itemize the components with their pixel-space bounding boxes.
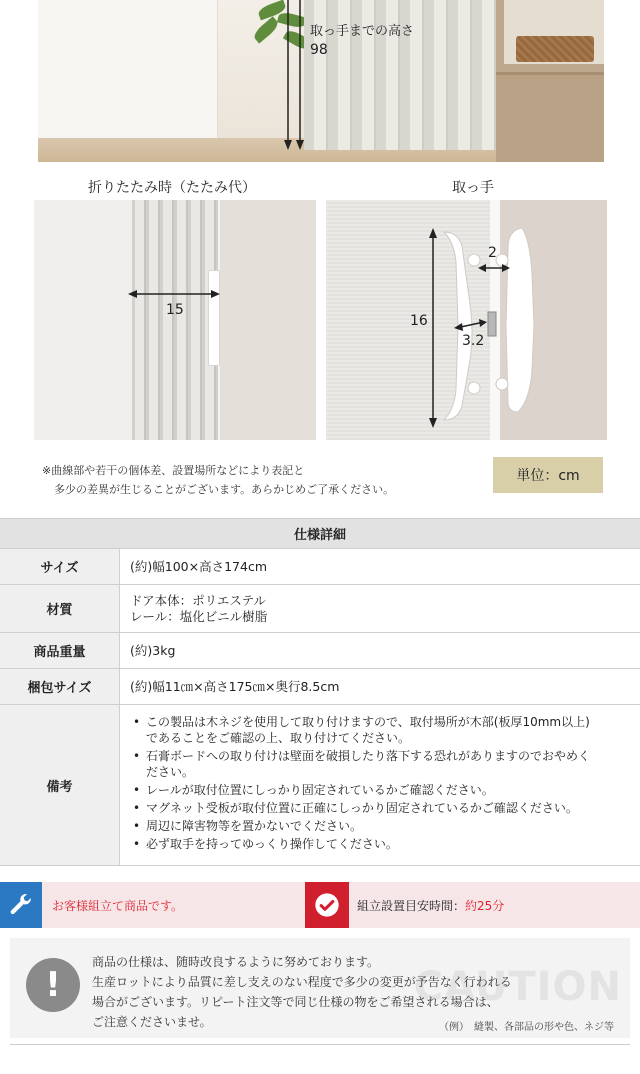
disclaimer-line-2: 多少の差異が生じることがございます。あらかじめご了承ください。 (54, 483, 395, 496)
assembly-banner (0, 882, 305, 928)
assembly-time-value: 約25分 (465, 898, 505, 913)
caution-box (10, 938, 630, 1038)
disclaimer-line-1: ※曲線部や若干の個体差、設置場所などにより表記と (42, 464, 305, 477)
exclamation-icon: ! (26, 958, 80, 1012)
spec-row-package (0, 669, 640, 705)
wall-panel (38, 0, 218, 140)
caution-watermark: CAUTION (413, 964, 622, 1010)
remark-item: • この製品は木ネジを使用して取り付けますので、取付場所が木部(板厚10mm以上) であることをご確認の上、取り付けてください。 (128, 714, 634, 746)
caution-text: 商品の仕様は、随時改良するように努めております。 生産ロットにより品質に差し支えのない程度で多少の変更が予告なく行われる 場合がございます。リピート注文等で同じ仕様の物をご希望される場合は、 ご注意くださいませ。 (92, 955, 512, 1029)
remark-item: • 周辺に障害物等を置かないでください。 (128, 818, 634, 834)
spec-row-size (0, 549, 640, 585)
spec-row-remarks (0, 705, 640, 866)
folded-width-value: 15 (166, 302, 184, 318)
handle-depth-value: 2 (488, 245, 497, 261)
spec-label: 商品重量 (0, 633, 120, 668)
divider (10, 1044, 630, 1045)
spec-value: ドア本体：ポリエステル (130, 592, 267, 608)
height-arrow (280, 0, 310, 152)
spec-label: 備考 (0, 705, 120, 865)
handle-height-value: 98 (310, 42, 328, 58)
spec-row-weight (0, 633, 640, 669)
spec-value: (約)幅100×高さ174cm (130, 558, 267, 574)
spec-label: 材質 (0, 585, 120, 632)
wrench-icon (0, 882, 42, 928)
unit-badge: 単位：cm (493, 457, 603, 493)
assembly-time-banner (305, 882, 640, 928)
assembly-time-text: 組立設置目安時間：約25分 (357, 898, 505, 913)
spec-label: 梱包サイズ (0, 669, 120, 704)
assembly-text: お客様組立て商品です。 (52, 898, 184, 913)
caution-example: （例） 縫製、各部品の形や色、ネジ等 (439, 1022, 614, 1033)
handle-length-value: 16 (410, 313, 428, 329)
spec-row-material (0, 585, 640, 633)
handle-drawing (326, 200, 607, 440)
spec-title: 仕様詳細 (0, 518, 640, 549)
remark-item: • マグネット受板が取付位置に正確にしっかり固定されているかご確認ください。 (128, 800, 634, 816)
folded-width-arrow (128, 286, 220, 302)
remark-item: • 必ず取手を持ってゆっくり操作してください。 (128, 836, 634, 852)
folded-door-image (34, 200, 316, 440)
handle-caption: 取っ手 (452, 180, 494, 196)
clock-check-icon (305, 882, 349, 928)
remark-item: • 石膏ボードへの取り付けは壁面を破損したり落下する恐れがありますのでおやめく ださい。 (128, 748, 634, 780)
spec-value: レール：塩化ビニル樹脂 (130, 608, 268, 624)
basket-image (516, 36, 594, 62)
shelf-image (496, 0, 604, 162)
remarks-list (128, 714, 634, 854)
spec-label: サイズ (0, 549, 120, 584)
door-handle-image (208, 270, 220, 366)
handle-gap-value: 3.2 (462, 333, 485, 349)
handle-height-label: 取っ手までの高さ (310, 24, 415, 39)
spec-value: (約)幅11㎝×高さ175㎝×奥行8.5cm (130, 678, 340, 694)
folded-caption: 折りたたみ時（たたみ代） (88, 180, 256, 196)
spec-value: (約)3kg (130, 642, 176, 658)
remark-item: • レールが取付位置にしっかり固定されているかご確認ください。 (128, 782, 634, 798)
